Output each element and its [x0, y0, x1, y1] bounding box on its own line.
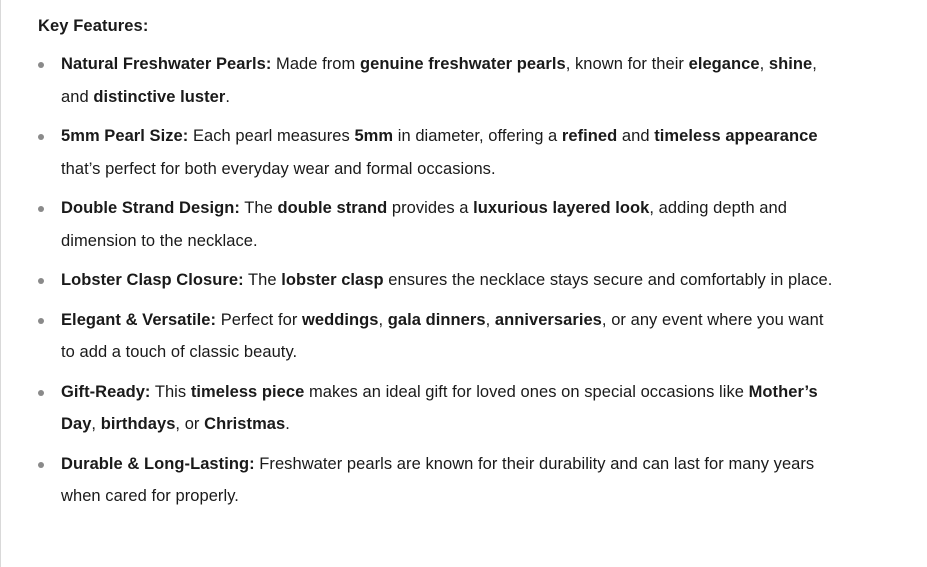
feature-text: , or: [175, 415, 205, 433]
feature-list-item: [38, 120, 838, 185]
feature-list-item: [38, 192, 838, 257]
feature-bold-text: genuine freshwater pearls: [359, 55, 566, 73]
bullet-icon: [38, 278, 44, 284]
bullet-icon: [38, 134, 44, 140]
feature-text: Perfect for: [216, 310, 302, 329]
feature-bold-text: gala dinners: [387, 310, 486, 329]
feature-text: .: [225, 87, 230, 106]
feature-list-item: [38, 304, 838, 369]
feature-bold-text: Lobster Clasp Closure:: [61, 271, 244, 289]
feature-text: .: [285, 415, 290, 433]
feature-list-item: [38, 448, 838, 513]
feature-list-item: [38, 264, 838, 297]
feature-bold-text: shine: [768, 55, 813, 73]
feature-text: Freshwater pearls are known for their durability and can last for many years when cared for properly.: [61, 454, 815, 505]
feature-text: , or any event where you want to add a touch of classic beauty.: [61, 310, 824, 361]
feature-bold-text: Gift-Ready:: [61, 382, 151, 401]
feature-text: ensures the necklace stays secure and comfortably in place.: [383, 271, 833, 289]
feature-list-item: [38, 376, 838, 441]
feature-bold-text: 5mm: [354, 127, 394, 145]
feature-bold-text: luxurious layered look: [473, 199, 650, 217]
feature-bold-text: anniversaries: [494, 310, 602, 329]
feature-text: This: [150, 382, 191, 401]
feature-text: and: [617, 127, 655, 145]
feature-text: in diameter, offering a: [393, 127, 562, 145]
product-description: [38, 14, 838, 520]
bullet-icon: [38, 318, 44, 324]
feature-bold-text: 5mm Pearl Size:: [61, 127, 189, 145]
feature-bold-text: elegance: [688, 55, 760, 73]
feature-text: , known for their: [565, 55, 689, 73]
feature-text: ,: [485, 310, 495, 329]
feature-bold-text: timeless appearance: [654, 127, 818, 145]
feature-list-item: [38, 48, 838, 113]
bullet-icon: [38, 462, 44, 468]
feature-bold-text: Natural Freshwater Pearls:: [61, 55, 272, 73]
feature-bold-text: Mother’s Day: [61, 382, 818, 433]
feature-bold-text: timeless piece: [190, 382, 305, 401]
bullet-icon: [38, 62, 44, 68]
section-heading: Key Features:: [38, 17, 149, 35]
feature-bold-text: refined: [561, 127, 618, 145]
feature-text: , adding depth and dimension to the necklace.: [61, 199, 787, 250]
feature-text: Each pearl measures: [188, 127, 355, 145]
feature-bold-text: Christmas: [204, 415, 286, 433]
feature-bold-text: distinctive luster: [93, 87, 226, 106]
feature-bold-text: weddings: [302, 310, 379, 329]
feature-bold-text: Elegant & Versatile:: [61, 310, 217, 329]
feature-text: ,: [91, 415, 101, 433]
feature-bold-text: double strand: [277, 199, 388, 217]
feature-bold-text: Durable & Long-Lasting:: [61, 454, 255, 473]
feature-text: The: [239, 199, 278, 217]
feature-bold-text: lobster clasp: [281, 271, 384, 289]
feature-text: The: [243, 271, 282, 289]
feature-text: , and: [61, 55, 817, 106]
feature-text: provides a: [387, 199, 474, 217]
left-border: [0, 0, 1, 567]
feature-bold-text: birthdays: [100, 415, 176, 433]
bullet-icon: [38, 390, 44, 396]
feature-text: makes an ideal gift for loved ones on special occasions like: [304, 382, 749, 401]
feature-text: ,: [378, 310, 388, 329]
feature-text: Made from: [271, 55, 360, 73]
feature-bold-text: Double Strand Design:: [61, 199, 240, 217]
feature-text: that’s perfect for both everyday wear and formal occasions.: [61, 159, 496, 178]
bullet-icon: [38, 206, 44, 212]
feature-list: [38, 48, 838, 513]
feature-text: ,: [759, 55, 769, 73]
